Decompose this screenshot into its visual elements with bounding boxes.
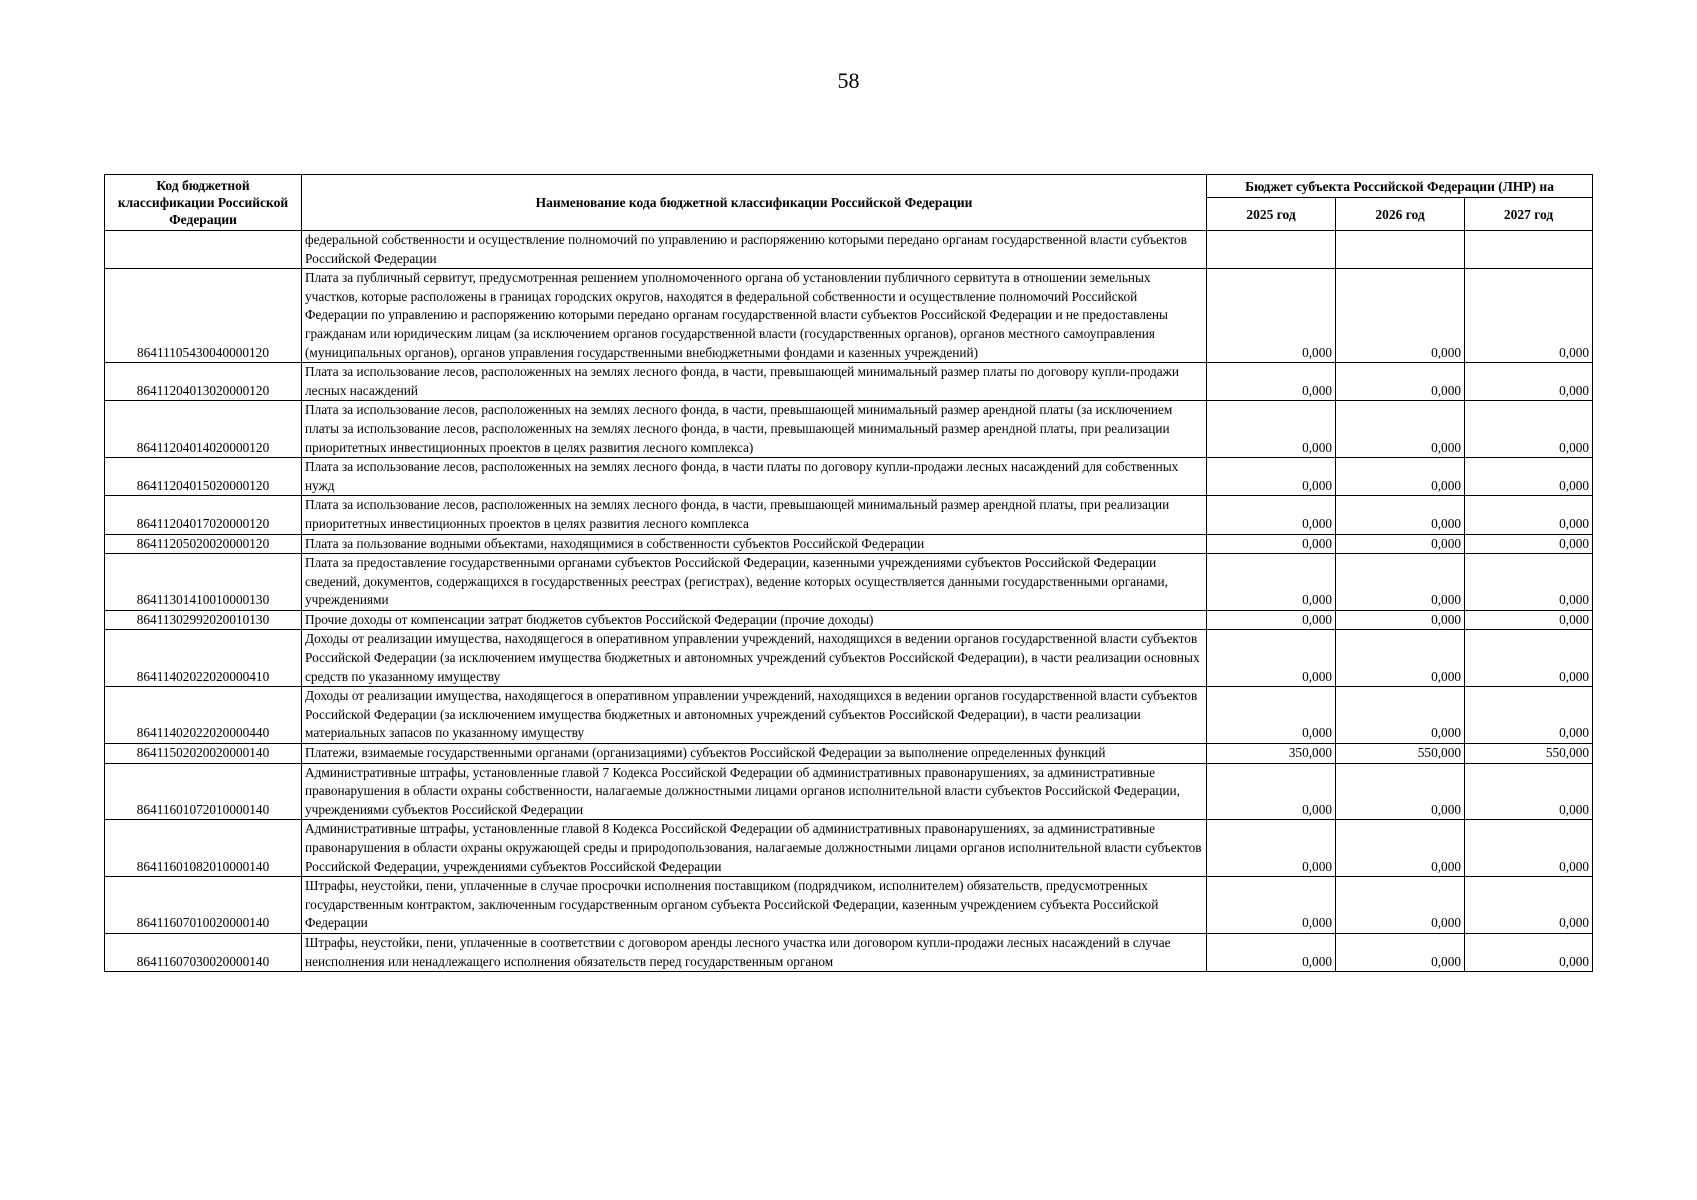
row-2027: 0,000	[1465, 401, 1593, 458]
row-2025: 0,000	[1207, 269, 1336, 363]
row-code: 86411302992020010130	[105, 610, 302, 630]
row-name: Штрафы, неустойки, пени, уплаченные в случае просрочки исполнения поставщиком (подрядчиком, исполнителем) обязательств, предусмотренных государственным контрактом, заключенным государственным органом субъекта Российской Федерации, казенным учреждением субъекта Российской Федерации	[302, 877, 1207, 934]
row-code: 86411402022020000440	[105, 687, 302, 744]
row-code: 86411204017020000120	[105, 496, 302, 534]
row-2027: 0,000	[1465, 933, 1593, 971]
row-name: Плата за использование лесов, расположенных на землях лесного фонда, в части, превышающей минимальный размер арендной платы, при реализации приоритетных инвестиционных проектов в целях развития лесного комплекса	[302, 496, 1207, 534]
table-body	[105, 231, 1593, 972]
table-row	[105, 231, 1593, 269]
row-2026: 0,000	[1336, 496, 1465, 534]
row-code: 86411204015020000120	[105, 458, 302, 496]
row-code: 86411204014020000120	[105, 401, 302, 458]
table-row	[105, 534, 1593, 554]
row-name: Платежи, взимаемые государственными органами (организациями) субъектов Российской Федерации за выполнение определенных функций	[302, 744, 1207, 764]
row-code: 86411402022020000410	[105, 630, 302, 687]
table-row	[105, 744, 1593, 764]
header-year-2027: 2027 год	[1465, 198, 1593, 231]
row-2025: 0,000	[1207, 458, 1336, 496]
row-2027: 0,000	[1465, 496, 1593, 534]
table-row	[105, 877, 1593, 934]
table-row	[105, 933, 1593, 971]
table-row	[105, 763, 1593, 820]
row-code: 86411607010020000140	[105, 877, 302, 934]
row-2026: 0,000	[1336, 877, 1465, 934]
row-2025: 0,000	[1207, 820, 1336, 877]
row-code: 86411204013020000120	[105, 363, 302, 401]
row-2027: 0,000	[1465, 820, 1593, 877]
header-row	[105, 175, 1593, 198]
row-2025: 0,000	[1207, 554, 1336, 611]
row-code: 86411502020020000140	[105, 744, 302, 764]
row-2025: 0,000	[1207, 687, 1336, 744]
table-row	[105, 269, 1593, 363]
table-row	[105, 458, 1593, 496]
row-2027: 0,000	[1465, 458, 1593, 496]
row-code: 86411607030020000140	[105, 933, 302, 971]
row-2026: 0,000	[1336, 933, 1465, 971]
row-2027: 0,000	[1465, 363, 1593, 401]
table-row	[105, 687, 1593, 744]
header-year-2025: 2025 год	[1207, 198, 1336, 231]
row-2026: 0,000	[1336, 554, 1465, 611]
row-2025: 0,000	[1207, 933, 1336, 971]
row-name: федеральной собственности и осуществление полномочий по управлению и распоряжению которыми передано органам государственной власти субъектов Российской Федерации	[302, 231, 1207, 269]
row-name: Прочие доходы от компенсации затрат бюджетов субъектов Российской Федерации (прочие доходы)	[302, 610, 1207, 630]
table-row	[105, 610, 1593, 630]
table-row	[105, 630, 1593, 687]
row-2026: 0,000	[1336, 458, 1465, 496]
row-2025: 0,000	[1207, 401, 1336, 458]
row-2026: 0,000	[1336, 820, 1465, 877]
row-2026: 550,000	[1336, 744, 1465, 764]
row-code: 86411601082010000140	[105, 820, 302, 877]
row-name: Штрафы, неустойки, пени, уплаченные в соответствии с договором аренды лесного участка или договором купли-продажи лесных насаждений в случае неисполнения или ненадлежащего исполнения обязательств перед государственным органом	[302, 933, 1207, 971]
row-code: 86411601072010000140	[105, 763, 302, 820]
header-code: Код бюджетной классификации Российской Федерации	[105, 175, 302, 231]
row-name: Плата за публичный сервитут, предусмотренная решением уполномоченного органа об установлении публичного сервитута в отношении земельных участков, которые расположены в границах городских округов, находятся в федеральной собственности и осуществление полномочий Российской Федерации по управлению и распоряжению которыми передано органам государственной власти субъектов Российской Федерации и не предоставлены гражданам или юридическим лицам (за исключением органов государственной власти (государственных органов), органов местного самоуправления (муниципальных органов), органов управления государственными внебюджетными фондами и казенных учреждений)	[302, 269, 1207, 363]
row-2025: 0,000	[1207, 610, 1336, 630]
row-code: 86411105430040000120	[105, 269, 302, 363]
row-2027: 0,000	[1465, 534, 1593, 554]
table-row	[105, 554, 1593, 611]
row-name: Плата за использование лесов, расположенных на землях лесного фонда, в части, превышающей минимальный размер арендной платы (за исключением платы за использование лесов, расположенных на землях лесного фонда, в части, превышающей минимальный размер арендной платы, при реализации приоритетных инвестиционных проектов в целях развития лесного комплекса)	[302, 401, 1207, 458]
row-2027: 0,000	[1465, 687, 1593, 744]
row-2027: 0,000	[1465, 630, 1593, 687]
row-name: Административные штрафы, установленные главой 8 Кодекса Российской Федерации об административных правонарушениях, за административные правонарушения в области охраны окружающей среды и природопользования, налагаемые должностными лицами органов исполнительной власти субъектов Российской Федерации, учреждениями субъектов Российской Федерации	[302, 820, 1207, 877]
row-name: Доходы от реализации имущества, находящегося в оперативном управлении учреждений, находящихся в ведении органов государственной власти субъектов Российской Федерации (за исключением имущества бюджетных и автономных учреждений субъектов Российской Федерации), в части реализации основных средств по указанному имуществу	[302, 630, 1207, 687]
row-2026: 0,000	[1336, 630, 1465, 687]
row-code: 86411205020020000120	[105, 534, 302, 554]
budget-table	[104, 174, 1593, 972]
row-name: Доходы от реализации имущества, находящегося в оперативном управлении учреждений, находящихся в ведении органов государственной власти субъектов Российской Федерации (за исключением имущества бюджетных и автономных учреждений субъектов Российской Федерации), в части реализации материальных запасов по указанному имуществу	[302, 687, 1207, 744]
row-name: Плата за использование лесов, расположенных на землях лесного фонда, в части платы по договору купли-продажи лесных насаждений для собственных нужд	[302, 458, 1207, 496]
row-2025	[1207, 231, 1336, 269]
row-2026: 0,000	[1336, 401, 1465, 458]
row-2025: 0,000	[1207, 630, 1336, 687]
header-budget: Бюджет субъекта Российской Федерации (ЛНР) на	[1207, 175, 1593, 198]
row-2027: 0,000	[1465, 554, 1593, 611]
row-2026: 0,000	[1336, 687, 1465, 744]
row-2025: 0,000	[1207, 877, 1336, 934]
row-code	[105, 231, 302, 269]
header-year-2026: 2026 год	[1336, 198, 1465, 231]
row-2026: 0,000	[1336, 534, 1465, 554]
table-row	[105, 363, 1593, 401]
row-2025: 0,000	[1207, 496, 1336, 534]
row-2026	[1336, 231, 1465, 269]
row-2027: 0,000	[1465, 610, 1593, 630]
row-name: Плата за использование лесов, расположенных на землях лесного фонда, в части, превышающей минимальный размер платы по договору купли-продажи лесных насаждений	[302, 363, 1207, 401]
row-2025: 0,000	[1207, 363, 1336, 401]
row-2026: 0,000	[1336, 363, 1465, 401]
row-2025: 0,000	[1207, 534, 1336, 554]
row-2026: 0,000	[1336, 610, 1465, 630]
row-name: Административные штрафы, установленные главой 7 Кодекса Российской Федерации об административных правонарушениях, за административные правонарушения в области охраны собственности, налагаемые должностными лицами органов исполнительной власти субъектов Российской Федерации, учреждениями субъектов Российской Федерации	[302, 763, 1207, 820]
row-name: Плата за пользование водными объектами, находящимися в собственности субъектов Российской Федерации	[302, 534, 1207, 554]
table-row	[105, 401, 1593, 458]
row-2026: 0,000	[1336, 269, 1465, 363]
table-row	[105, 496, 1593, 534]
row-2026: 0,000	[1336, 763, 1465, 820]
row-2027: 0,000	[1465, 763, 1593, 820]
table-header	[105, 175, 1593, 231]
header-name: Наименование кода бюджетной классификации Российской Федерации	[302, 175, 1207, 231]
row-code: 86411301410010000130	[105, 554, 302, 611]
row-name: Плата за предоставление государственными органами субъектов Российской Федерации, казенными учреждениями субъектов Российской Федерации сведений, документов, содержащихся в государственных реестрах (регистрах), ведение которых осуществляется данными государственными органами, учреждениями	[302, 554, 1207, 611]
page-number: 58	[837, 68, 860, 93]
row-2027	[1465, 231, 1593, 269]
row-2027: 0,000	[1465, 269, 1593, 363]
table-row	[105, 820, 1593, 877]
row-2025: 0,000	[1207, 763, 1336, 820]
row-2027: 0,000	[1465, 877, 1593, 934]
row-2027: 550,000	[1465, 744, 1593, 764]
row-2025: 350,000	[1207, 744, 1336, 764]
